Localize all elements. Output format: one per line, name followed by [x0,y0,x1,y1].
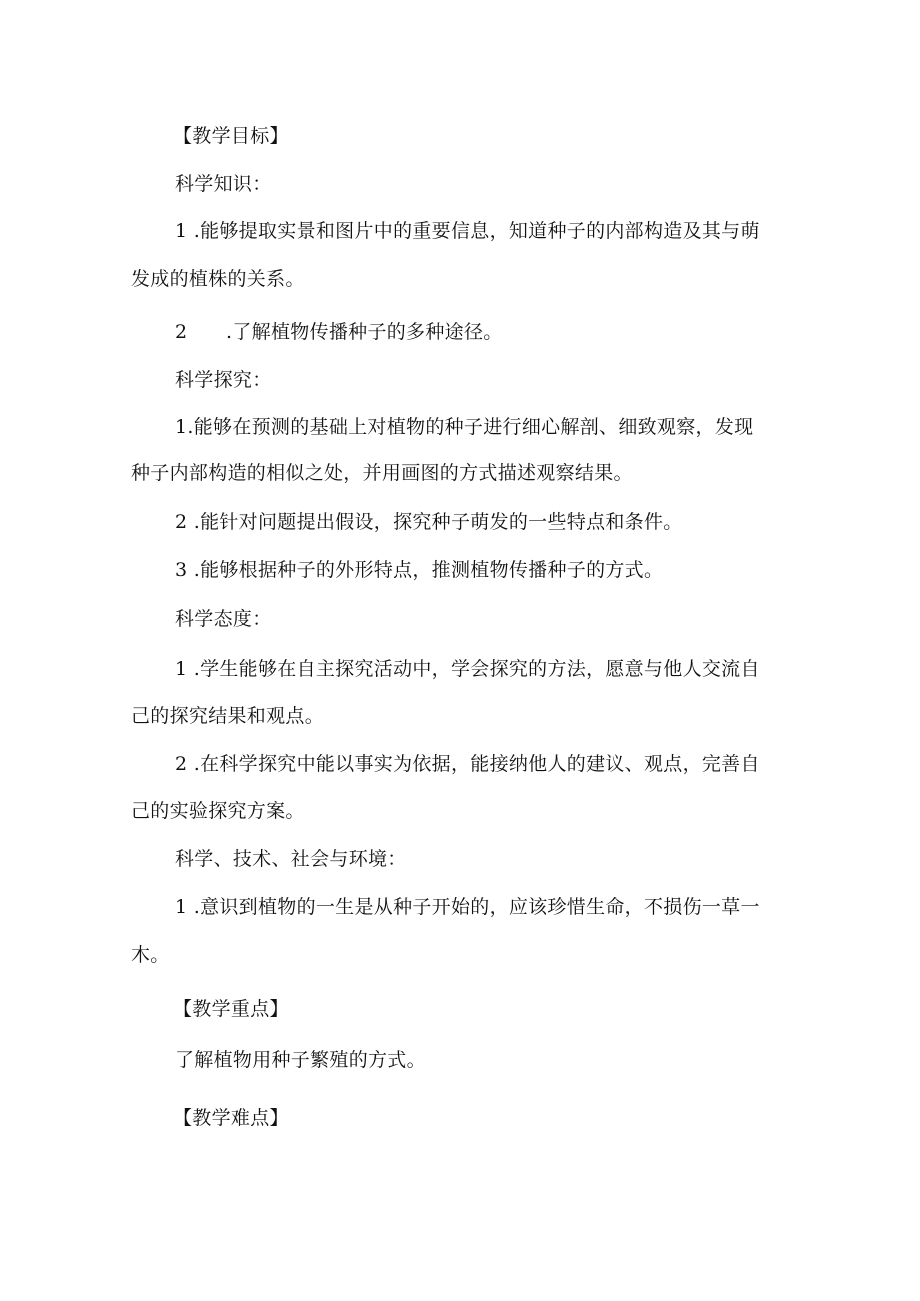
inquiry-item-2: 2 .能针对问题提出假设，探究种子萌发的一些特点和条件。 [175,511,683,533]
stse-heading: 科学、技术、社会与环境： [175,848,407,870]
inquiry-item-1-line-1: 1.能够在预测的基础上对植物的种子进行细心解剖、细致观察，发现 [175,416,754,438]
attitude-item-1-line-1: 1 .学生能够在自主探究活动中，学会探究的方法，愿意与他人交流自 [175,658,760,680]
stse-item-1-line-1: 1 .意识到植物的一生是从种子开始的，应该珍惜生命，不损伤一草一 [175,896,760,918]
knowledge-item-2-text: .了解植物传播种子的多种途径。 [226,321,503,343]
keypoint-text: 了解植物用种子繁殖的方式。 [175,1049,426,1071]
attitude-item-1-line-2: 己的探究结果和观点。 [131,705,325,727]
attitude-heading: 科学态度： [175,608,272,630]
knowledge-item-1-line-1: 1 .能够提取实景和图片中的重要信息，知道种子的内部构造及其与萌 [175,220,760,242]
stse-item-1-line-2: 木。 [131,944,170,966]
attitude-item-2-line-1: 2 .在科学探究中能以事实为依据，能接纳他人的建议、观点，完善自 [175,753,760,775]
inquiry-heading: 科学探究： [175,369,272,391]
inquiry-item-1-line-2: 种子内部构造的相似之处，并用画图的方式描述观察结果。 [131,462,633,484]
objectives-heading: 【教学目标】 [173,125,289,147]
keypoint-heading: 【教学重点】 [173,998,289,1020]
attitude-item-2-line-2: 己的实验探究方案。 [131,800,305,822]
knowledge-item-2-number: 2 [175,321,188,343]
inquiry-item-3: 3 .能够根据种子的外形特点，推测植物传播种子的方式。 [175,559,664,581]
knowledge-item-1-line-2: 发成的植株的关系。 [131,268,305,290]
difficulty-heading: 【教学难点】 [173,1107,289,1129]
knowledge-heading: 科学知识： [175,173,272,195]
